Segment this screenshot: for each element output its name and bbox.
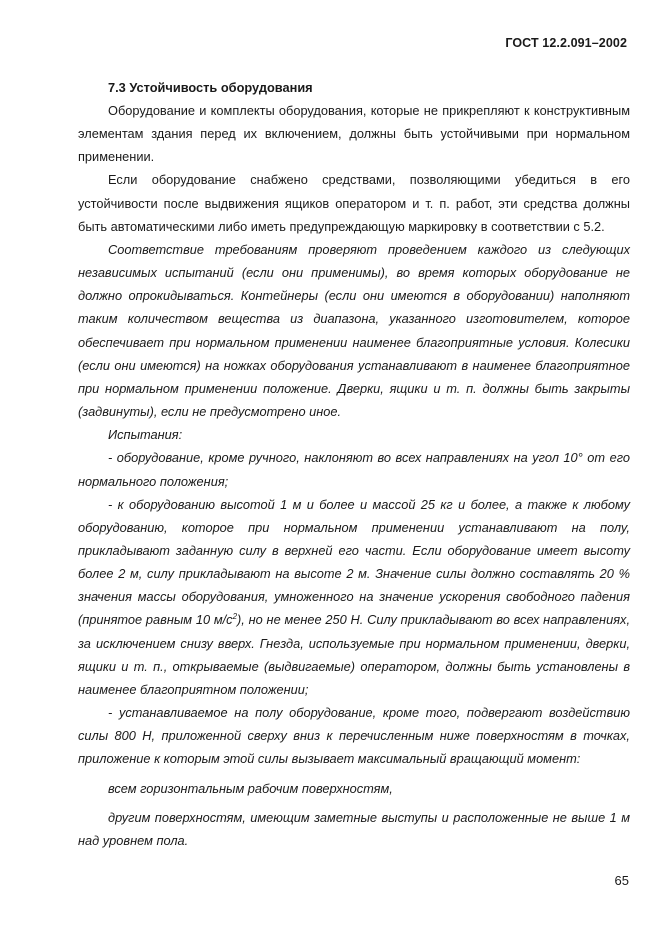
paragraph-drawer-means: Если оборудование снабжено средствами, позволяющими убедиться в его устойчивости после выдвижения ящиков оператором и т. п. работ, эти средства должны быть автоматическими либо иметь предупреждающую маркировку в соответствии с 5.2.: [78, 172, 630, 234]
paragraph-compliance-check: Соответствие требованиям проверяют проведением каждого из следующих независимых испытаний (если они применимы), во время которых оборудование не должно опрокидываться. Контейнеры (если они имеются в оборудовании) наполняют таким количеством вещества из диапазона, указанного изготовителем, которое обеспечивает при нормальном применении наименее благоприятные условия. Колесики (если они имеются) на ножках оборудования устанавливают в наименее благоприятное при нормальном применении положение. Дверки, ящики и т. п. должны быть закрыты (задвинуты), если не предусмотрено иное.: [78, 241, 630, 420]
paragraph-horizontal-surfaces: всем горизонтальным рабочим поверхностям,: [108, 780, 393, 796]
force-test-text-start: - к оборудованию высотой 1 м и более и массой 25 кг и более, а также к любому оборудованию, которое при нормальном применении устанавливают на полу, прикладывают заданную силу в верхней его части. Если оборудование имеет высоту более 2 м, силу прикладывают на высоте 2 м. Значение силы должно составлять 20 % значения массы оборудования, умноженного на значение ускорения свободного падения (принятое равным 10 м/с: [78, 496, 630, 628]
document-code-header: ГОСТ 12.2.091–2002: [505, 36, 627, 50]
section-heading: 7.3 Устойчивость оборудования: [108, 80, 313, 95]
document-body: [78, 76, 630, 852]
paragraph-tilt-test: - оборудование, кроме ручного, наклоняют во всех направлениях на угол 10° от его нормального положения;: [78, 450, 630, 489]
paragraph-floor-force-test: - устанавливаемое на полу оборудование, кроме того, подвергают воздействию силы 800 Н, приложенной сверху вниз к перечисленным ниже поверхностям в точках, приложение к которым этой силы вызывает максимальный вращающий момент:: [78, 705, 630, 767]
page-number: 65: [614, 873, 629, 888]
paragraph-stability-requirement: Оборудование и комплекты оборудования, которые не прикрепляют к конструктивным элементам здания перед их включением, должны быть устойчивыми при нормальном применении.: [78, 103, 630, 165]
paragraph-other-surfaces: другим поверхностям, имеющим заметные выступы и расположенные не выше 1 м над уровнем пола.: [78, 809, 630, 848]
paragraph-tests-label: Испытания:: [108, 427, 183, 443]
force-test-text-end: ), но не менее 250 Н. Силу прикладывают во всех направлениях, за исключением снизу вверх. Гнезда, используемые при нормальном применении, дверки, ящики и т. п., открываемые (выдвигаемые) оператором, должны быть установлены в наименее благоприятном положении;: [78, 612, 631, 697]
paragraph-force-test: [78, 493, 630, 701]
superscript-two: 2: [232, 612, 238, 622]
